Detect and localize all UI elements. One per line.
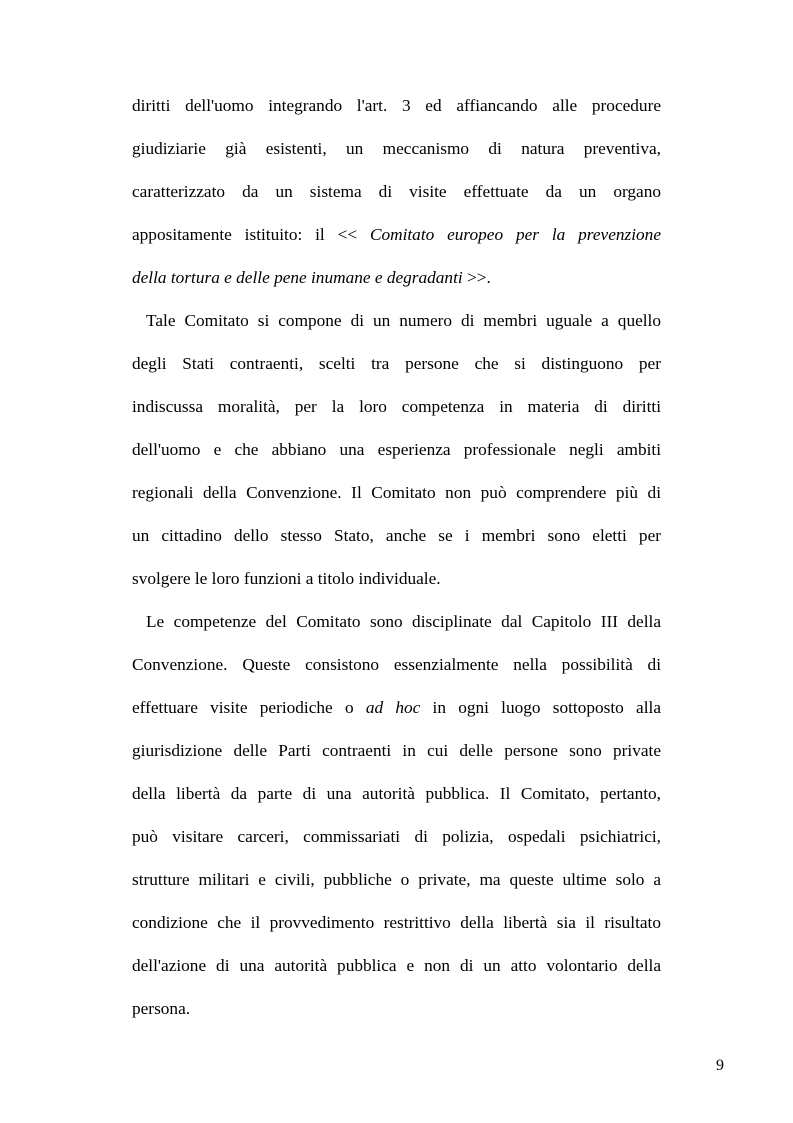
text-run: condizione che il provvedimento restrittivo della libertà sia il risultato — [132, 913, 661, 932]
text-run: >>. — [462, 268, 491, 287]
paragraph — [132, 607, 661, 1037]
text-run: Le competenze del Comitato sono disciplinate dal Capitolo III della — [146, 612, 661, 631]
text-run: svolgere le loro funzioni a titolo individuale. — [132, 569, 441, 588]
text-line — [132, 263, 661, 306]
text-line — [132, 349, 661, 392]
text-line — [132, 435, 661, 478]
text-line — [132, 865, 661, 908]
text-run: indiscussa moralità, per la loro competenza in materia di diritti — [132, 397, 661, 416]
text-line — [132, 736, 661, 779]
text-line — [132, 134, 661, 177]
italic-text: Comitato europeo per la prevenzione — [369, 225, 661, 244]
text-line — [132, 822, 661, 865]
text-run: giurisdizione delle Parti contraenti in cui delle persone sono private — [132, 741, 661, 760]
text-line — [132, 220, 661, 263]
text-run: un cittadino dello stesso Stato, anche se i membri sono eletti per — [132, 526, 661, 545]
text-run: può visitare carceri, commissariati di polizia, ospedali psichiatrici, — [132, 827, 661, 846]
text-line — [132, 306, 661, 349]
text-run: effettuare visite periodiche o — [132, 698, 366, 717]
text-line — [132, 908, 661, 951]
page-number: 9 — [716, 1057, 724, 1074]
italic-text: della tortura e delle pene inumane e degradanti — [132, 268, 463, 287]
text-line — [132, 650, 661, 693]
italic-text: ad hoc — [365, 698, 421, 717]
text-line — [132, 392, 661, 435]
text-line — [132, 779, 661, 822]
text-line — [132, 951, 661, 994]
paragraph — [132, 91, 661, 306]
text-run: in ogni luogo sottoposto alla — [420, 698, 661, 717]
text-line — [132, 177, 661, 220]
text-line — [132, 521, 661, 564]
text-run: diritti dell'uomo integrando l'art. 3 ed affiancando alle procedure — [132, 96, 661, 115]
text-line — [132, 607, 661, 650]
text-line — [132, 994, 661, 1037]
text-run: dell'uomo e che abbiano una esperienza professionale negli ambiti — [132, 440, 661, 459]
text-run: Convenzione. Queste consistono essenzialmente nella possibilità di — [132, 655, 661, 674]
text-run: dell'azione di una autorità pubblica e non di un atto volontario della — [132, 956, 661, 975]
paragraph — [132, 306, 661, 607]
text-run: caratterizzato da un sistema di visite effettuate da un organo — [132, 182, 661, 201]
text-run: giudiziarie già esistenti, un meccanismo di natura preventiva, — [132, 139, 661, 158]
text-line — [132, 478, 661, 521]
text-run: persona. — [132, 999, 191, 1018]
text-line — [132, 693, 661, 736]
text-run: degli Stati contraenti, scelti tra persone che si distinguono per — [132, 354, 661, 373]
text-line — [132, 91, 661, 134]
text-run: appositamente istituito: il << — [132, 225, 370, 244]
text-run: della libertà da parte di una autorità pubblica. Il Comitato, pertanto, — [132, 784, 661, 803]
text-line — [132, 564, 661, 607]
text-run: Tale Comitato si compone di un numero di membri uguale a quello — [146, 311, 661, 330]
text-run: regionali della Convenzione. Il Comitato non può comprendere più di — [132, 483, 661, 502]
body-text — [132, 91, 661, 1037]
text-run: strutture militari e civili, pubbliche o private, ma queste ultime solo a — [132, 870, 661, 889]
